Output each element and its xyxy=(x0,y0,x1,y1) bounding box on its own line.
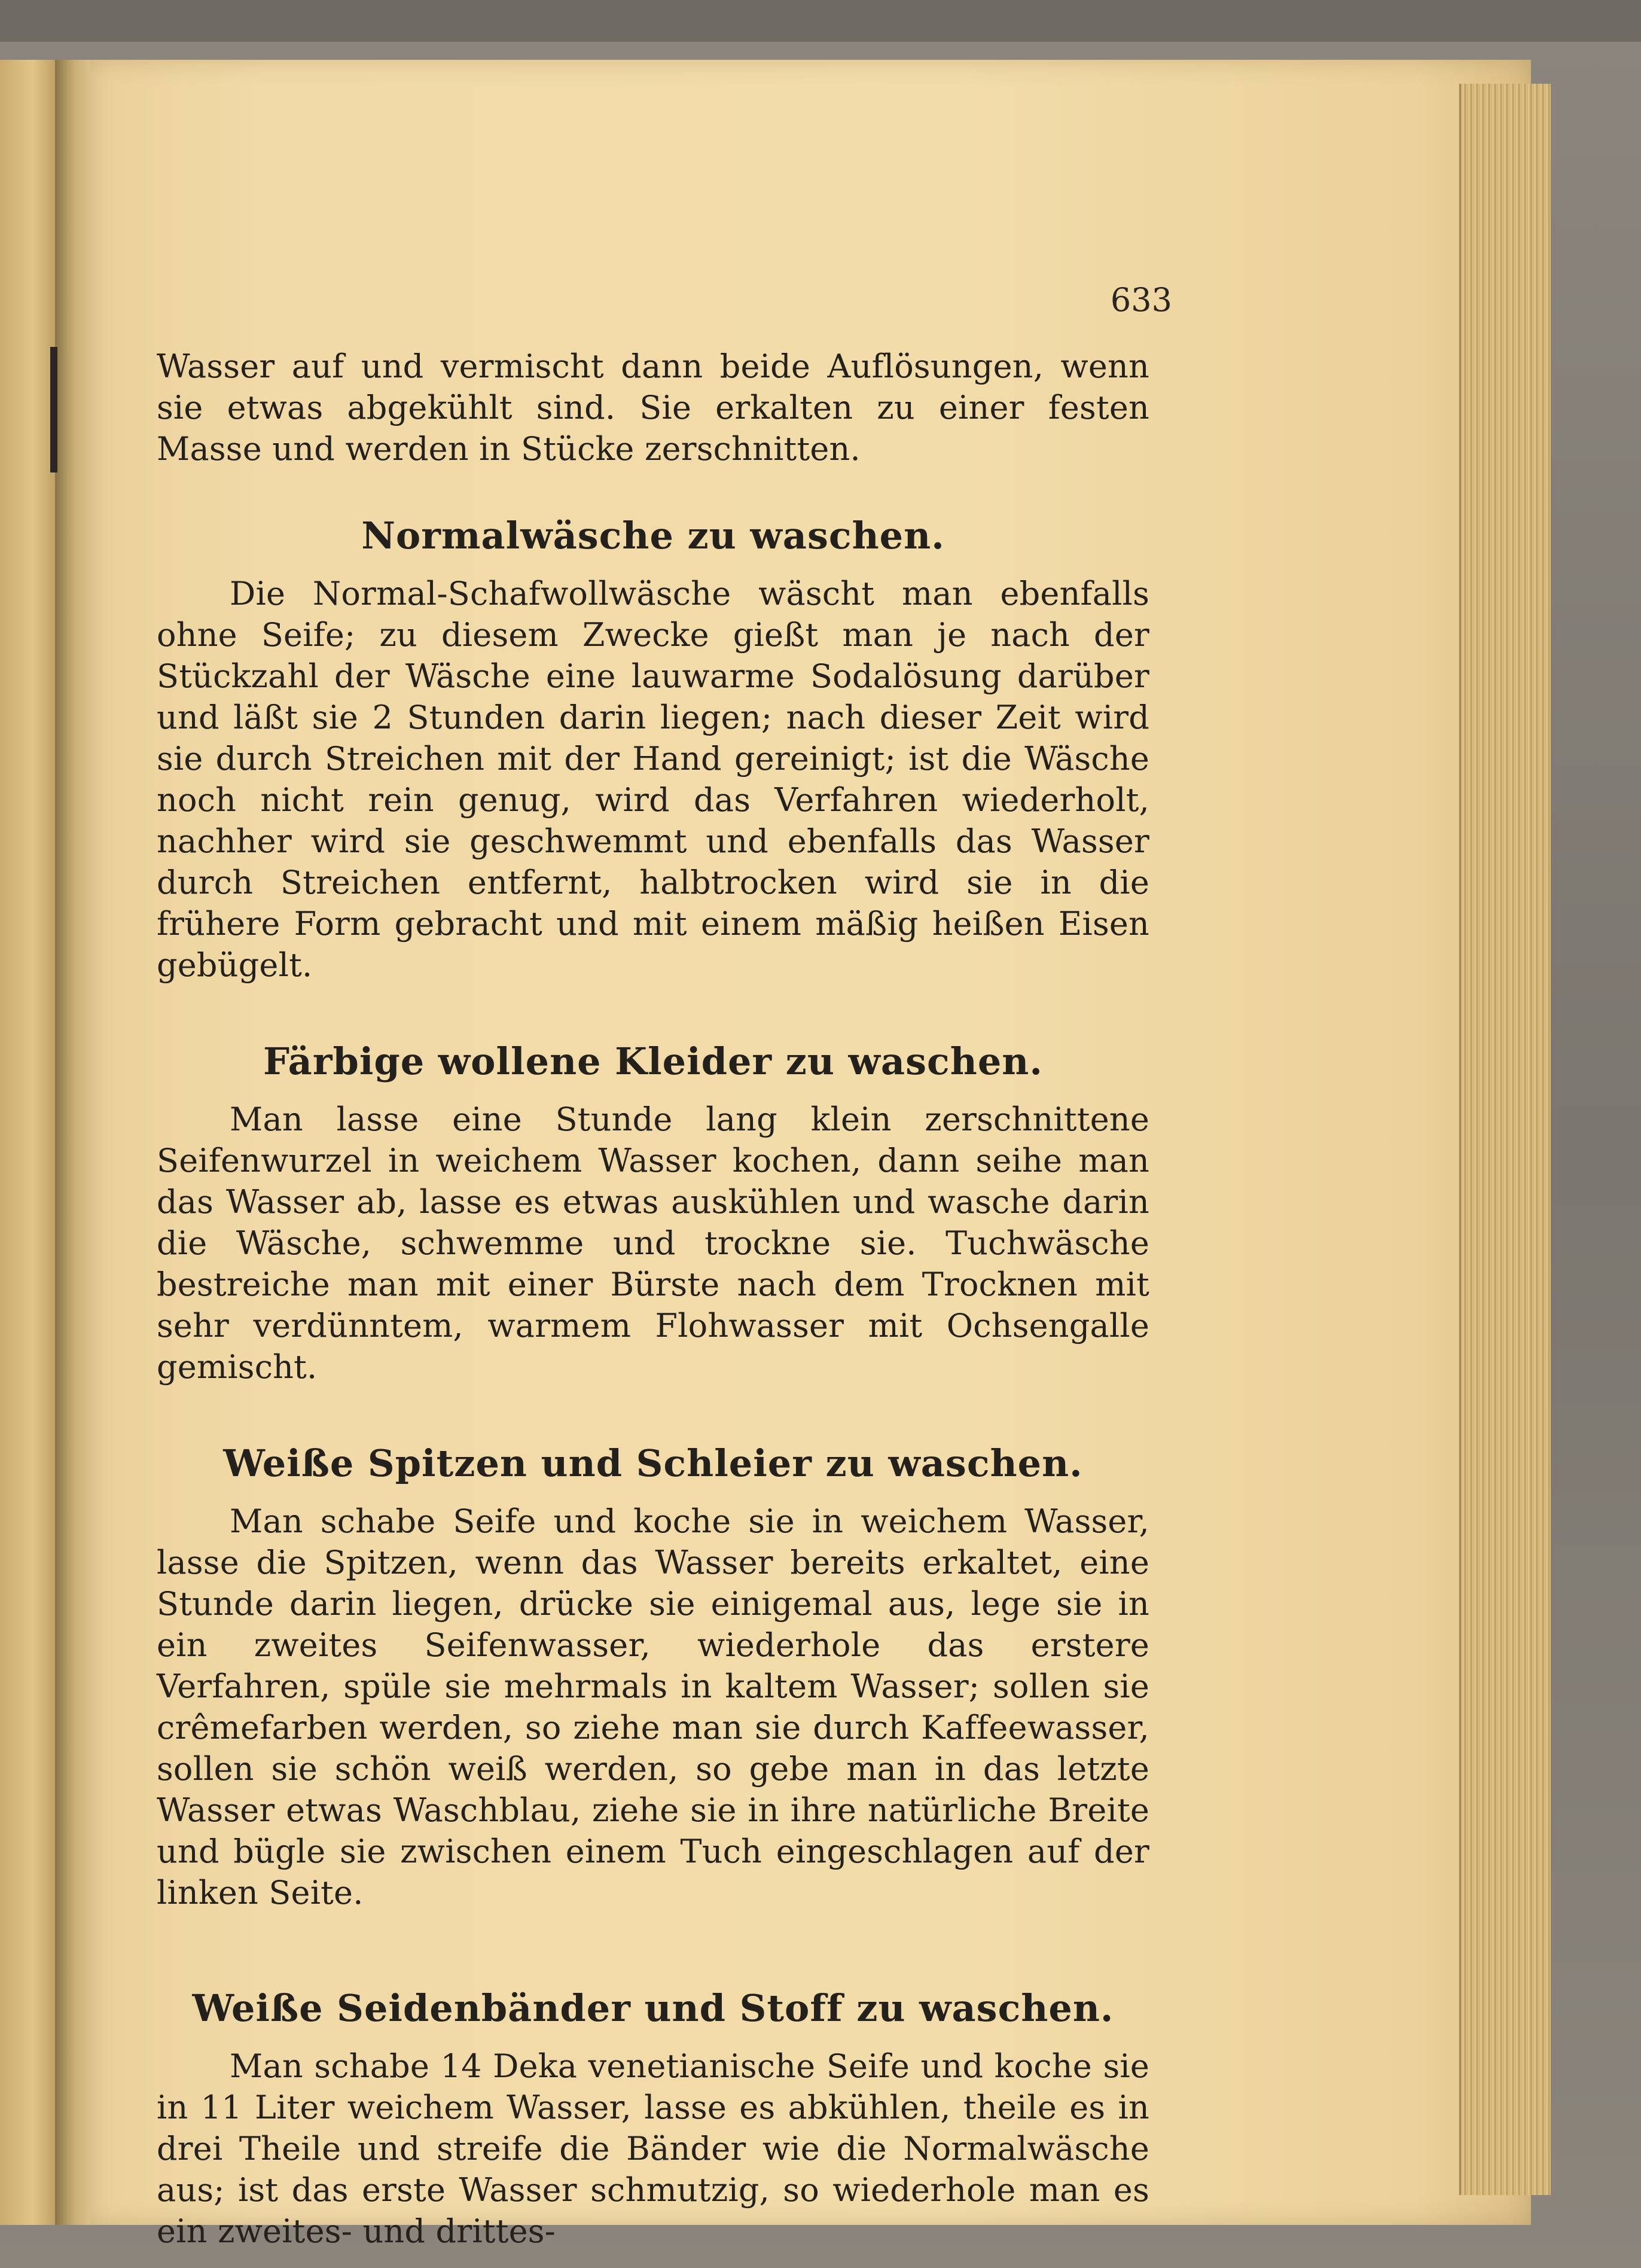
section-paragraph: Man lasse eine Stunde lang klein zerschnittene Seifenwurzel in weichem Wasser kochen, dann seihe man das Wasser ab, lasse es etwas auskühlen und wasche darin die Wäsche, schwemme und trockne sie. Tuchwäsche bestreiche man mit einer Bürste nach dem Trocknen mit sehr verdünntem, warmem Flohwasser mit Ochsengalle gemischt. xyxy=(157,1101,1149,1386)
binding-mark xyxy=(50,347,57,472)
section-heading: Färbige wollene Kleider zu waschen. xyxy=(263,1040,1043,1083)
section-paragraph: Die Normal-Schafwollwäsche wäscht man ebenfalls ohne Seife; zu diesem Zwecke gießt man je nach der Stückzahl der Wäsche eine lauwarme Sodalösung darüber und läßt sie 2 Stunden darin liegen; nach dieser Zeit wird sie durch Streichen mit der Hand gereinigt; ist die Wäsche noch nicht rein genug, wird das Verfahren wiederholt, nachher wird sie geschwemmt und ebenfalls das Wasser durch Streichen entfernt, halbtrocken wird sie in die frühere Form gebracht und mit einem mäßig heißen Eisen gebügelt. xyxy=(157,575,1149,984)
page-number: 633 xyxy=(1110,281,1172,319)
section-heading: Weiße Seidenbänder und Stoff zu waschen. xyxy=(192,1986,1114,2030)
section-heading: Weiße Spitzen und Schleier zu waschen. xyxy=(223,1441,1083,1485)
section-paragraph: Man schabe 14 Deka venetianische Seife und koche sie in 11 Liter weichem Wasser, lasse es abkühlen, theile es in drei Theile und streife die Bänder wie die Normalwäsche aus; ist das erste Wasser schmutzig, so wiederhole man es ein zweites- und drittes- xyxy=(157,2047,1149,2250)
page-edges xyxy=(1459,84,1551,2195)
section-paragraph: Man schabe Seife und koche sie in weichem Wasser, lasse die Spitzen, wenn das Wasser bereits erkaltet, eine Stunde darin liegen, drücke sie einigemal aus, lege sie in ein zweites Seifenwasser, wiederhole das erstere Verfahren, spüle sie mehrmals in kaltem Wasser; sollen sie crêmefarben werden, so ziehe man sie durch Kaffeewasser, sollen sie schön weiß werden, so gebe man in das letzte Wasser etwas Waschblau, ziehe sie in ihre natürliche Breite und bügle sie zwischen einem Tuch eingeschlagen auf der linken Seite. xyxy=(157,1502,1149,1912)
page-text xyxy=(157,346,1149,2252)
continuation-paragraph: Wasser auf und vermischt dann beide Auflösungen, wenn sie etwas abgekühlt sind. Sie erkalten zu einer festen Masse und werden in Stücke zerschnitten. xyxy=(157,347,1149,468)
section-heading: Normalwäsche zu waschen. xyxy=(361,514,945,557)
